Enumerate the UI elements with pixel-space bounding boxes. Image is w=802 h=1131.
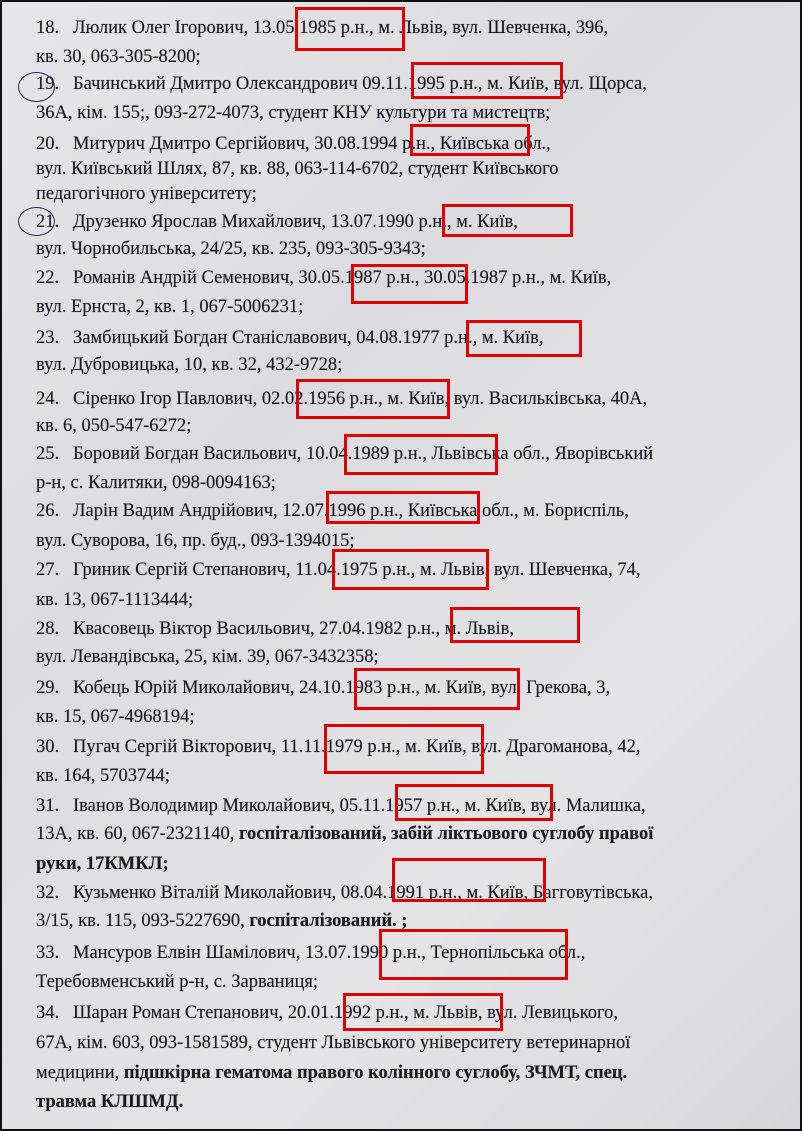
entry-text: 34. Шаран Роман Степанович, 20.01.1992 р.н., м. Львів, вул. Левицького, [36, 1003, 619, 1023]
entry-28-line-1 [36, 617, 776, 641]
entry-text: 27. Гриник Сергій Степанович, 11.04.1975 р.н., м. Львів, вул. Шевченка, 74, [36, 560, 641, 580]
date-highlight-box [442, 204, 573, 237]
entry-text: Теребовменський р-н, с. Зарваниця; [36, 972, 319, 992]
date-highlight-box [296, 379, 450, 419]
entry-23-line-2 [36, 353, 776, 377]
entry-21-line-1 [36, 210, 776, 234]
entry-27-line-2 [36, 588, 776, 612]
entry-diagnosis: госпіталізований, забій ліктьового суглобу правої [239, 824, 654, 844]
date-highlight-box [411, 62, 563, 99]
entry-text: 24. Сіренко Ігор Павлович, 02.02.1956 р.н., м. Київ, вул. Васильківська, 40А, [36, 389, 648, 409]
date-highlight-box [410, 124, 530, 156]
entry-text: 18. Люлик Олег Ігорович, 13.05.1985 р.н., м. Львів, вул. Шевченка, 396, [36, 18, 609, 38]
entry-19-line-1 [36, 72, 776, 96]
entry-text: 31. Іванов Володимир Миколайович, 05.11.1957 р.н., м. Київ, вул. Малишка, [36, 796, 646, 816]
entry-diagnosis: підшкірна гематома правого колінного суглобу, ЗЧМТ, спец. [123, 1063, 628, 1083]
entry-text: вул. Суворова, 16, пр. буд., 093-1394015; [36, 531, 355, 551]
date-highlight-box [343, 993, 503, 1031]
entry-text: вул. Левандівська, 25, кім. 39, 067-3432358; [36, 647, 379, 667]
entry-text: 28. Квасовець Віктор Васильович, 27.04.1982 р.н., м. Львів, [36, 619, 514, 639]
date-highlight-box [379, 929, 568, 980]
date-highlight-box [395, 784, 553, 821]
entry-text: вул. Дубровицька, 10, кв. 32, 432-9728; [36, 355, 343, 375]
date-highlight-box [332, 549, 489, 590]
entry-34-line-2 [36, 1031, 776, 1055]
entry-text: 22. Романів Андрій Семенович, 30.05.1987 р.н., 30.05.1987 р.н., м. Київ, [36, 268, 612, 288]
entry-text: 21. Друзенко Ярослав Михайлович, 13.07.1990 р.н., м. Київ, [36, 212, 518, 232]
entry-text: 67А, кім. 603, 093-1581589, студент Львівського університету ветеринарної [36, 1033, 631, 1053]
entry-text: вул. Київський Шлях, 87, кв. 88, 063-114-6702, студент Київського [36, 159, 559, 179]
entry-19-line-2 [36, 101, 776, 125]
date-highlight-box [324, 724, 484, 774]
entry-number-circle-mark [18, 207, 55, 236]
entry-diagnosis: руки, 17КМКЛ; [36, 854, 169, 874]
entry-23-line-1 [36, 326, 776, 350]
entry-text: кв. 6, 050-547-6272; [36, 416, 192, 436]
entry-text: 26. Ларін Вадим Андрійович, 12.07.1996 р.н., Київська обл., м. Бориспіль, [36, 501, 629, 521]
entry-diagnosis: госпіталізований. ; [249, 911, 408, 931]
entry-text: кв. 164, 5703744; [36, 766, 170, 786]
entry-text: 33. Мансуров Елвін Шамілович, 13.07.1990 р.н., Тернопільська обл., [36, 943, 586, 963]
entry-text: р-н, с. Калитяки, 098-0094163; [36, 473, 276, 493]
date-highlight-box [392, 858, 546, 902]
entry-20-line-2 [36, 157, 776, 181]
entry-text: 19. Бачинський Дмитро Олександрович 09.11.1995 р.н., м. Київ, вул. Щорса, [36, 74, 647, 94]
entry-diagnosis: травма КЛШМД. [36, 1092, 184, 1112]
entry-text: кв. 13, 067-1113444; [36, 590, 194, 610]
entry-18-line-1 [36, 16, 776, 40]
entry-text: 3/15, кв. 115, 093-5227690, [36, 911, 250, 931]
entry-text: 25. Боровий Богдан Васильович, 10.04.1989 р.н., Львівська обл., Яворівський [36, 444, 654, 464]
entry-text: 29. Кобець Юрій Миколайович, 24.10.1983 р.н., м. Київ, вул. Грекова, 3, [36, 678, 611, 698]
entry-number-circle-mark [18, 72, 55, 102]
date-highlight-box [354, 668, 520, 710]
entry-text: вул. Чорнобильська, 24/25, кв. 235, 093-305-9343; [36, 239, 426, 259]
entry-20-line-1 [36, 132, 776, 156]
entry-text: 23. Замбицький Богдан Станіславович, 04.08.1977 р.н., м. Київ, [36, 328, 544, 348]
entry-text: вул. Ернста, 2, кв. 1, 067-5006231; [36, 297, 304, 317]
date-highlight-box [466, 320, 582, 357]
entry-20-line-3 [36, 182, 776, 206]
entry-text: 36А, кім. 155;, 093-272-4073, студент КНУ культури та мистецтв; [36, 103, 551, 123]
date-highlight-box [351, 264, 468, 304]
entry-18-line-2 [36, 45, 776, 69]
entry-text: 13А, кв. 60, 067-2321140, [36, 824, 240, 844]
date-highlight-box [450, 607, 580, 643]
entry-21-line-2 [36, 237, 776, 261]
entry-text: медицини, [36, 1063, 124, 1083]
date-highlight-box [326, 491, 480, 524]
date-highlight-box [344, 434, 498, 475]
entry-text: кв. 30, 063-305-8200; [36, 47, 201, 67]
entry-text: педагогічного університету; [36, 184, 257, 204]
entry-text: 30. Пугач Сергій Вікторович, 11.11.1979 р.н., м. Київ, вул. Драгоманова, 42, [36, 737, 641, 757]
entry-34-line-4 [36, 1090, 776, 1114]
entry-text: кв. 15, 067-4968194; [36, 707, 195, 727]
entry-text: 32. Кузьменко Віталій Миколайович, 08.04.1991 р.н., м. Київ, Багговутівська, [36, 883, 653, 903]
entry-34-line-3 [36, 1061, 776, 1085]
date-highlight-box [295, 7, 405, 51]
entry-31-line-2 [36, 822, 776, 846]
entry-text: 20. Митурич Дмитро Сергійович, 30.08.1994 р.н., Київська обл., [36, 134, 551, 154]
entry-28-line-2 [36, 645, 776, 669]
